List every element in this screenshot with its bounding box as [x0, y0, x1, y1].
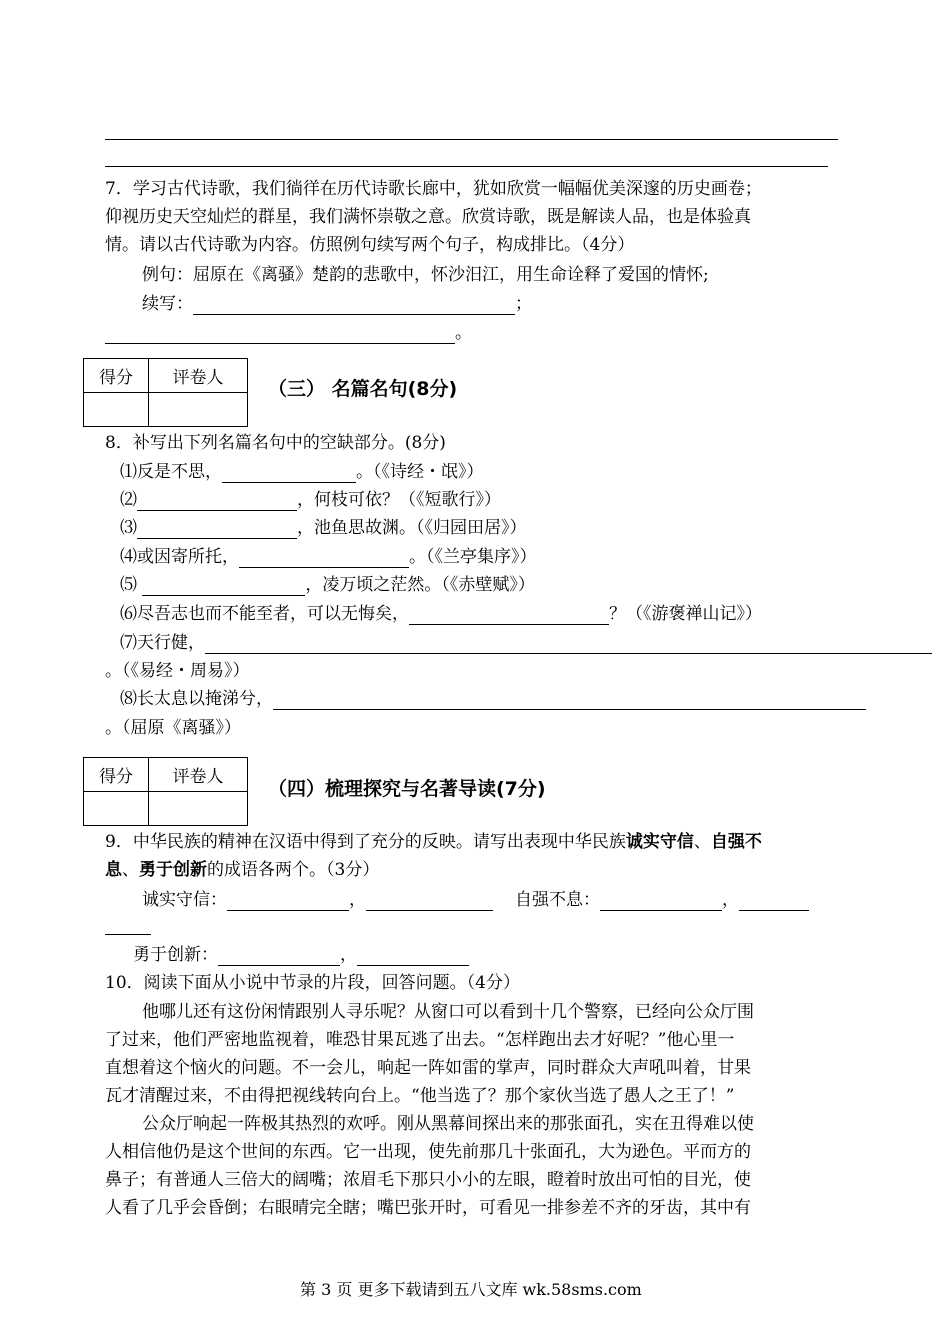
- q8-blank-6[interactable]: [409, 607, 609, 625]
- q8-item-2: ⑵ ，何枝可依？（《短歌行》）: [120, 490, 501, 510]
- page-footer: 第 3 页 更多下载请到五八文库 wk.58sms.com: [300, 1280, 642, 1299]
- score-table-section4: [83, 757, 248, 826]
- grader-label: 评卷人: [149, 359, 248, 393]
- passage-line-1: 他哪儿还有这份闲情跟别人寻乐呢？从窗口可以看到十几个警察，已经向公众厅围: [142, 1002, 754, 1022]
- semicolon: ；: [515, 294, 532, 314]
- section4-title: （四）梳理探究与名著导读(7分): [268, 778, 546, 800]
- q7-example: 例句：屈原在《离骚》楚韵的悲歌中，怀沙汨江，用生命诠释了爱国的情怀;: [142, 265, 709, 285]
- honest-blank-2[interactable]: [366, 893, 493, 911]
- continue-blank-1[interactable]: [193, 297, 515, 315]
- section3-title: （三） 名篇名句(8分): [268, 378, 458, 400]
- continue-label: 续写：: [142, 294, 193, 314]
- honest-blank-1[interactable]: [227, 893, 349, 911]
- q8-blank-1[interactable]: [222, 465, 356, 483]
- passage-line-6: 人相信他仍是这个世间的东西。它一出现，使先前那几十张面孔，大为逊色。平而方的: [105, 1142, 751, 1162]
- score-label: 得分: [84, 359, 149, 393]
- period: 。: [455, 323, 472, 343]
- innovate-label: 勇于创新：: [133, 945, 218, 965]
- score-cell[interactable]: [84, 393, 149, 427]
- passage-line-8: 人看了几乎会昏倒；右眼晴完全瞎；嘴巴张开时，可看见一排参差不齐的牙齿，其中有: [105, 1198, 751, 1218]
- q8-item-8: ⑻长太息以掩涕兮，: [120, 688, 866, 710]
- q8-item-4: ⑷或因寄所托， 。（《兰亭集序》）: [120, 547, 537, 567]
- passage-line-3: 直想着这个恼火的问题。不一会儿，响起一阵如雷的掌声，同时群众大声吼叫着，甘果: [105, 1058, 751, 1078]
- q8-blank-3[interactable]: [137, 521, 297, 539]
- passage-line-4: 瓦才清醒过来，不由得把视线转向台上。“他当选了？那个家伙当选了愚人之王了！”: [105, 1086, 735, 1106]
- strive-label: 自强不息：: [515, 890, 600, 910]
- q8-item-1: ⑴反是不思， 。（《诗经・氓》）: [120, 462, 484, 482]
- innovate-blank-2[interactable]: [357, 948, 469, 966]
- q8-item-7: ⑺天行健，: [120, 632, 932, 654]
- q8-item-6: ⑹尽吾志也而不能至者，可以无悔矣， ？（《游褒禅山记》）: [120, 604, 762, 624]
- q7-continue-row: [142, 293, 532, 315]
- passage-line-2: 了过来，他们严密地监视着，唯恐甘果瓦逃了出去。“怎样跑出去才好呢？”他心里一: [105, 1030, 735, 1050]
- q9-line2: 息、勇于创新的成语各两个。（3分）: [105, 860, 380, 880]
- q7-line1: 7．学习古代诗歌，我们徜徉在历代诗歌长廊中，犹如欣赏一幅幅优美深邃的历史画卷；: [105, 179, 762, 199]
- q9-answer-row-2: 勇于创新： ，: [133, 944, 469, 966]
- grader-cell[interactable]: [149, 792, 248, 826]
- q8-blank-5[interactable]: [142, 578, 305, 596]
- answer-line-top-1: [105, 139, 838, 140]
- bold-honest: 诚实守信: [625, 832, 694, 852]
- q8-item-7-tail: 。（《易经・周易》）: [105, 661, 250, 681]
- answer-line-top-2: [105, 166, 828, 167]
- q8-blank-7[interactable]: [205, 636, 932, 654]
- q8-blank-8[interactable]: [273, 692, 866, 710]
- bold-strive: 自强不: [710, 832, 762, 852]
- q7-continue-row-2: [105, 322, 472, 344]
- score-cell[interactable]: [84, 792, 149, 826]
- bold-innovate: 勇于创新: [139, 860, 207, 880]
- passage-line-7: 鼻子；有普通人三倍大的阔嘴；浓眉毛下那只小小的左眼，瞪着时放出可怕的目光，使: [105, 1170, 751, 1190]
- q9-answer-row: 诚实守信： ， 自强不息： ，: [142, 889, 809, 911]
- continue-blank-2[interactable]: [105, 326, 455, 344]
- q8-blank-2[interactable]: [137, 493, 297, 511]
- q7-line3: 情。请以古代诗歌为内容。仿照例句续写两个句子，构成排比。（4分）: [105, 235, 635, 255]
- passage-line-5: 公众厅响起一阵极其热烈的欢呼。刚从黑幕间探出来的那张面孔，实在丑得难以使: [142, 1114, 754, 1134]
- q8-prompt: 8．补写出下列名篇名句中的空缺部分。(8分): [105, 433, 446, 453]
- innovate-blank-1[interactable]: [218, 948, 340, 966]
- q7-line2: 仰视历史天空灿烂的群星，我们满怀崇敬之意。欣赏诗歌，既是解读人品，也是体验真: [105, 207, 751, 227]
- score-table-section3: [83, 358, 248, 427]
- q8-item-8-tail: 。（屈原《离骚》）: [105, 718, 241, 738]
- q8-item-5: ⑸ ，凌万顷之茫然。（《赤壁赋》）: [120, 575, 535, 595]
- honest-label: 诚实守信：: [142, 890, 227, 910]
- score-label: 得分: [84, 758, 149, 792]
- grader-cell[interactable]: [149, 393, 248, 427]
- strive-blank-1[interactable]: [600, 893, 722, 911]
- strive-blank-2[interactable]: [739, 893, 809, 911]
- strive-blank-2-cont: [105, 934, 151, 935]
- q8-blank-4[interactable]: [239, 550, 409, 568]
- q10-prompt: 10．阅读下面从小说中节录的片段，回答问题。（4分）: [105, 973, 520, 993]
- q8-item-3: ⑶ ，池鱼思故渊。（《归园田居》）: [120, 518, 527, 538]
- q9-line1: 9．中华民族的精神在汉语中得到了充分的反映。请写出表现中华民族诚实守信、自强不: [105, 832, 762, 852]
- grader-label: 评卷人: [149, 758, 248, 792]
